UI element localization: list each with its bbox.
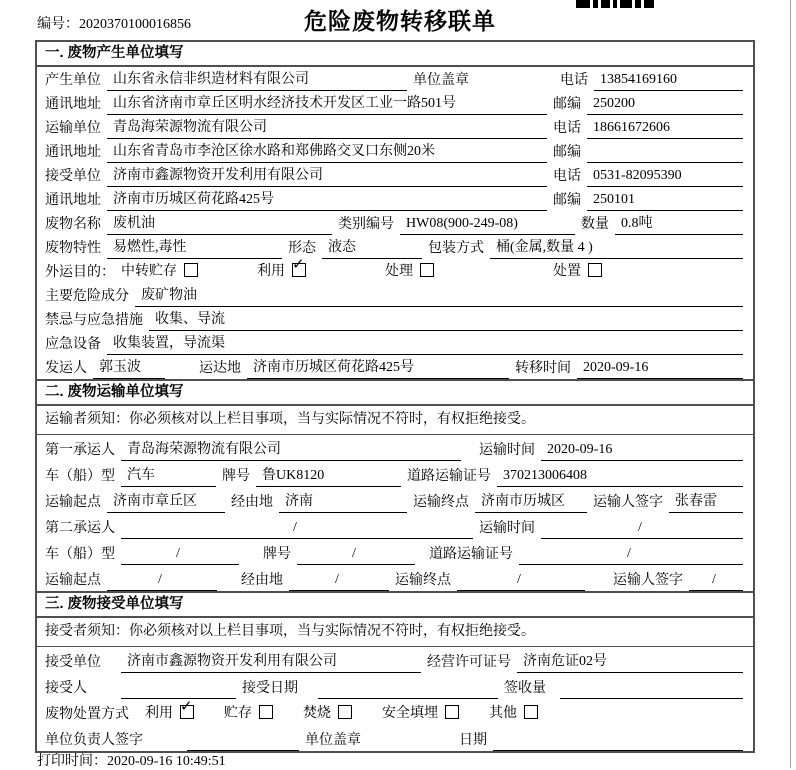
checkbox-unchecked-icon: [588, 263, 602, 277]
field-value: [121, 696, 236, 699]
field-value: 青岛海荣源物流有限公司: [121, 438, 461, 461]
field-value: 2020-09-16: [577, 360, 743, 379]
checkbox-option: [489, 702, 538, 725]
field-value: /: [541, 520, 743, 539]
field-value: 370213006408: [497, 468, 743, 487]
field-value: 汽车: [121, 464, 216, 487]
field-label: 通讯地址: [45, 97, 101, 112]
checkbox-label: 利用: [145, 706, 173, 721]
field-value: 青岛海荣源物流有限公司: [107, 116, 547, 139]
spacer: [356, 724, 382, 725]
checkbox-unchecked-icon: [184, 263, 198, 277]
field-value: 山东省永信非织造材料有限公司: [107, 68, 407, 91]
field-label: 第二承运人: [45, 521, 115, 536]
field-value: [560, 696, 743, 699]
field-label: 运输时间: [479, 443, 535, 458]
checkbox-option: [121, 260, 198, 283]
field-label: 禁忌与应急措施: [45, 313, 143, 328]
field-label: 牌号: [222, 469, 250, 484]
checkbox-label: 焚烧: [303, 706, 331, 721]
spacer: [310, 282, 385, 283]
form-row: [37, 355, 753, 379]
field-label: 产生单位: [45, 73, 101, 88]
field-label: 形态: [288, 241, 316, 256]
print-time: 打印时间：2020-09-16 10:49:51: [37, 754, 226, 769]
checkbox-label: 安全填埋: [382, 706, 438, 721]
check-icon: ✓: [292, 255, 305, 273]
form-row: [37, 139, 753, 163]
field-label: 邮编: [553, 193, 581, 208]
field-value: /: [121, 520, 473, 539]
checkbox-option: [303, 702, 352, 725]
form-row: [37, 67, 753, 91]
checkbox-option: [224, 702, 273, 725]
spacer: [552, 698, 560, 699]
field-value: 山东省青岛市李沧区徐水路和郑佛路交叉口东侧20米: [107, 140, 547, 163]
form-row: [37, 307, 753, 331]
field-value: 桶(金属,数量 4 ): [490, 236, 743, 259]
field-label: 运输人签字: [593, 495, 663, 510]
page-title: 危险废物转移联单: [304, 8, 496, 34]
form-row: [37, 647, 753, 673]
field-label: 邮编: [553, 97, 581, 112]
field-label: 类别编号: [338, 217, 394, 232]
field-label: 废物处置方式: [45, 707, 129, 722]
field-value: /: [689, 572, 743, 591]
field-label: 运输终点: [395, 573, 451, 588]
field-value: 收集、导流: [149, 308, 743, 331]
checkbox-label: 中转贮存: [121, 264, 177, 279]
field-value: 13854169160: [594, 72, 743, 91]
section-2: [37, 379, 753, 591]
field-label: 运达地: [199, 361, 241, 376]
field-value: 山东省济南市章丘区明水经济技术开发区工业一路501号: [107, 92, 547, 115]
form-row: [37, 461, 753, 487]
field-label: 道路运输证号: [407, 469, 491, 484]
field-label: 主要危险成分: [45, 289, 129, 304]
field-value: /: [289, 572, 389, 591]
spacer: [135, 724, 145, 725]
spacer: [591, 590, 613, 591]
section-3: [37, 591, 753, 751]
field-label: 单位盖章: [413, 73, 469, 88]
form-row: [37, 211, 753, 235]
checkbox-option: [145, 697, 194, 725]
checkbox-label: 贮存: [224, 706, 252, 721]
field-label: 废物名称: [45, 217, 101, 232]
field-value: 收集装置，导流渠: [107, 332, 743, 355]
qr-code-remnant: [576, 0, 654, 8]
field-label: 接受人: [45, 681, 87, 696]
checkbox-unchecked-icon: [338, 705, 352, 719]
checkbox-unchecked-icon: [259, 705, 273, 719]
section-1: [37, 42, 753, 379]
field-label: 接受日期: [242, 681, 298, 696]
spacer: [438, 282, 553, 283]
spacer: [475, 90, 560, 91]
field-label: 牌号: [263, 547, 291, 562]
form-row: [37, 487, 753, 513]
field-value: 250101: [587, 192, 743, 211]
form-row: [37, 565, 753, 591]
field-value: 济南市章丘区: [107, 490, 225, 513]
spacer: [223, 590, 241, 591]
spacer: [463, 724, 489, 725]
field-value: /: [107, 572, 217, 591]
section-header: 三. 废物接受单位填写: [37, 593, 753, 618]
field-label: 签收量: [504, 681, 546, 696]
field-label: 日期: [459, 733, 487, 748]
field-value: 液态: [322, 236, 422, 259]
field-label: 运输起点: [45, 495, 101, 510]
field-value: 250200: [587, 96, 743, 115]
spacer: [245, 564, 263, 565]
spacer: [304, 698, 318, 699]
field-value: [587, 160, 743, 163]
checkbox-checked-icon: [180, 697, 194, 719]
field-label: 发运人: [45, 361, 87, 376]
field-label: 车（船）型: [45, 547, 115, 562]
form-row: [37, 725, 753, 751]
spacer: [202, 282, 257, 283]
notice-text: 运输者须知：你必须核对以上栏目事项，当与实际情况不符时，有权拒绝接受。: [37, 406, 753, 435]
notice-text: 接受者须知：你必须核对以上栏目事项，当与实际情况不符时，有权拒绝接受。: [37, 618, 753, 647]
form-row: [37, 163, 753, 187]
doc-number: 编号：2020370100016856: [37, 17, 191, 32]
form-row: [37, 673, 753, 699]
field-value: 郭玉波: [93, 356, 165, 379]
field-label: 运输单位: [45, 121, 101, 136]
field-value: HW08(900-249-08): [400, 216, 575, 235]
check-icon: ✓: [180, 697, 193, 715]
field-label: 通讯地址: [45, 193, 101, 208]
form-row: [37, 235, 753, 259]
form-row: [37, 115, 753, 139]
spacer: [467, 460, 479, 461]
field-label: 外运目的：: [45, 265, 115, 280]
field-label: 单位盖章: [305, 733, 361, 748]
checkbox-option: [553, 260, 602, 283]
field-label: 电话: [560, 73, 588, 88]
field-value: [493, 748, 743, 751]
section-header: 二. 废物运输单位填写: [37, 381, 753, 406]
field-value: 废矿物油: [135, 284, 743, 307]
checkbox-label: 其他: [489, 706, 517, 721]
field-label: 运输起点: [45, 573, 101, 588]
form-row: [37, 435, 753, 461]
field-value: /: [457, 572, 585, 591]
field-value: 济南市历城区荷花路425号: [107, 188, 547, 211]
field-value: [318, 696, 498, 699]
checkbox-option: [257, 255, 306, 283]
field-value: /: [519, 546, 743, 565]
field-label: 单位负责人签字: [45, 733, 143, 748]
field-label: 通讯地址: [45, 145, 101, 160]
field-value: 济南市鑫源物资开发利用有限公司: [121, 650, 421, 673]
field-label: 车（船）型: [45, 469, 115, 484]
field-label: 经由地: [231, 495, 273, 510]
field-label: 应急设备: [45, 337, 101, 352]
form-row: [37, 187, 753, 211]
field-label: 废物特性: [45, 241, 101, 256]
checkbox-unchecked-icon: [420, 263, 434, 277]
field-value: 2020-09-16: [541, 442, 743, 461]
field-label: 运输人签字: [613, 573, 683, 588]
checkbox-option: [385, 260, 434, 283]
field-value: /: [297, 546, 415, 565]
checkbox-label: 处理: [385, 264, 413, 279]
field-label: 经营许可证号: [427, 655, 511, 670]
field-value: 18661672606: [587, 120, 743, 139]
field-value: 鲁UK8120: [256, 464, 401, 487]
spacer: [93, 698, 121, 699]
form-row: [37, 539, 753, 565]
field-label: 电话: [553, 169, 581, 184]
field-label: 电话: [553, 121, 581, 136]
field-value: 济南: [279, 490, 407, 513]
checkbox-option: [382, 702, 459, 725]
checkbox-unchecked-icon: [524, 705, 538, 719]
field-label: 经由地: [241, 573, 283, 588]
field-label: 转移时间: [515, 361, 571, 376]
spacer: [198, 724, 224, 725]
field-label: 接受单位: [45, 655, 101, 670]
field-label: 接受单位: [45, 169, 101, 184]
field-label: 运输时间: [479, 521, 535, 536]
section-header: 一. 废物产生单位填写: [37, 42, 753, 67]
field-value: 济南市历城区荷花路425号: [247, 356, 509, 379]
form-row: [37, 699, 753, 725]
spacer: [367, 750, 459, 751]
field-label: 邮编: [553, 145, 581, 160]
field-value: 易燃性,毒性: [107, 236, 282, 259]
field-value: 济南市鑫源物资开发利用有限公司: [107, 164, 547, 187]
field-value: 济南危证02号: [517, 650, 743, 673]
form-row: [37, 283, 753, 307]
field-label: 道路运输证号: [429, 547, 513, 562]
checkbox-label: 利用: [257, 264, 285, 279]
spacer: [107, 672, 121, 673]
form-row: [37, 513, 753, 539]
document-header: [0, 0, 796, 40]
field-value: 废机油: [107, 212, 332, 235]
form-row: [37, 331, 753, 355]
page-edge-line: [790, 0, 791, 768]
transfer-manifest-table: [35, 40, 755, 753]
field-value: 0.8吨: [615, 212, 743, 235]
field-value: 0531-82095390: [587, 168, 743, 187]
form-row: [37, 255, 753, 283]
spacer: [277, 724, 303, 725]
field-value: /: [121, 546, 239, 565]
field-value: 济南市历城区: [475, 490, 587, 513]
checkbox-unchecked-icon: [445, 705, 459, 719]
field-label: 数量: [581, 217, 609, 232]
spacer: [171, 378, 199, 379]
field-label: 包装方式: [428, 241, 484, 256]
checkbox-label: 处置: [553, 264, 581, 279]
checkbox-checked-icon: [292, 255, 306, 277]
form-row: [37, 91, 753, 115]
field-value: 张春雷: [669, 490, 743, 513]
field-label: 运输终点: [413, 495, 469, 510]
spacer: [421, 564, 429, 565]
field-label: 第一承运人: [45, 443, 115, 458]
